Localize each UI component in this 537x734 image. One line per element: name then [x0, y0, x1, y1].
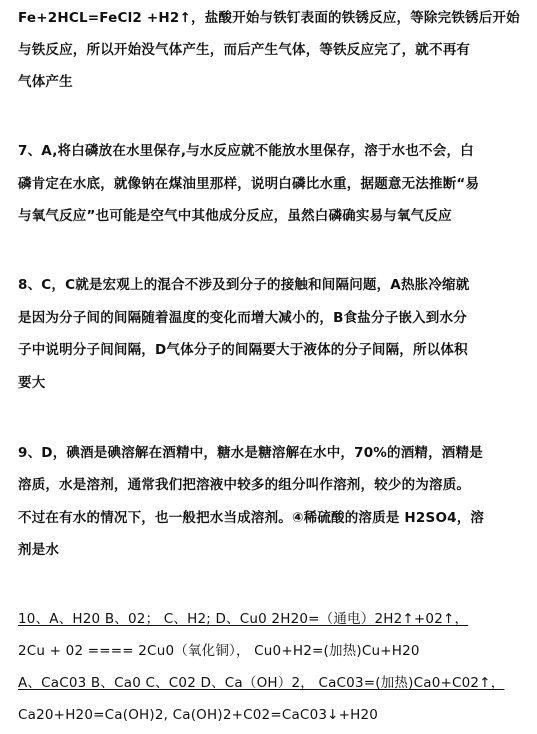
- text-line: 气体产生: [18, 74, 73, 90]
- text-line: 剂是水: [18, 542, 60, 558]
- text-line: 磷肯定在水底，就像钠在煤油里那样，说明白磷比水重，据题意无法推断“易: [18, 176, 480, 192]
- text-line: 是因为分子间的间隔随着温度的变化而增大减小的，B食盐分子嵌入到水分: [18, 310, 467, 326]
- text-line: 8、C，C就是宏观上的混合不涉及到分子的接触和间隔问题，A热胀冷缩就: [18, 277, 470, 293]
- text-line: 溶质，水是溶剂，通常我们把溶液中较多的组分叫作溶剂，较少的为溶质。: [18, 477, 471, 493]
- text-line: Ca20+H20=Ca(OH)2, Ca(OH)2+C02=CaC03↓+H20: [18, 707, 379, 723]
- text-line: 子中说明分子间间隔，D气体分子的间隔要大于液体的分子间隔，所以体积: [18, 342, 468, 358]
- text-line: 不过在有水的情况下，也一般把水当成溶剂。④稀硫酸的溶质是 H2SO4，溶: [18, 510, 485, 526]
- text-line: 与氧气反应”也可能是空气中其他成分反应，虽然白磷确实易与氧气反应: [18, 208, 452, 224]
- text-line: 10、A、H20 B、02； C、H2; D、Cu0 2H20=（通电）2H2↑+02↑，: [18, 611, 469, 627]
- text-line: 与铁反应，所以开始没气体产生，而后产生气体，等铁反应完了，就不再有: [18, 42, 471, 58]
- text-line: Fe+2HCL=FeCl2 +H2↑，盐酸开始与铁钉表面的铁锈反应，等除完铁锈后开始: [18, 10, 520, 26]
- text-line: 要大: [18, 375, 46, 391]
- text-line: A、CaC03 B、Ca0 C、C02 D、Ca（OH）2， CaC03=(加热)Ca0+C02↑，: [18, 675, 505, 691]
- text-line: 2Cu + 02 ==== 2Cu0（氧化铜）， Cu0+H2=(加热)Cu+H20: [18, 643, 420, 659]
- text-line: 7、A,将白磷放在水里保存,与水反应就不能放水里保存，溶于水也不会，白: [18, 143, 474, 159]
- text-line: 9、D，碘酒是碘溶解在酒精中，糖水是糖溶解在水中，70%的酒精，酒精是: [18, 445, 483, 461]
